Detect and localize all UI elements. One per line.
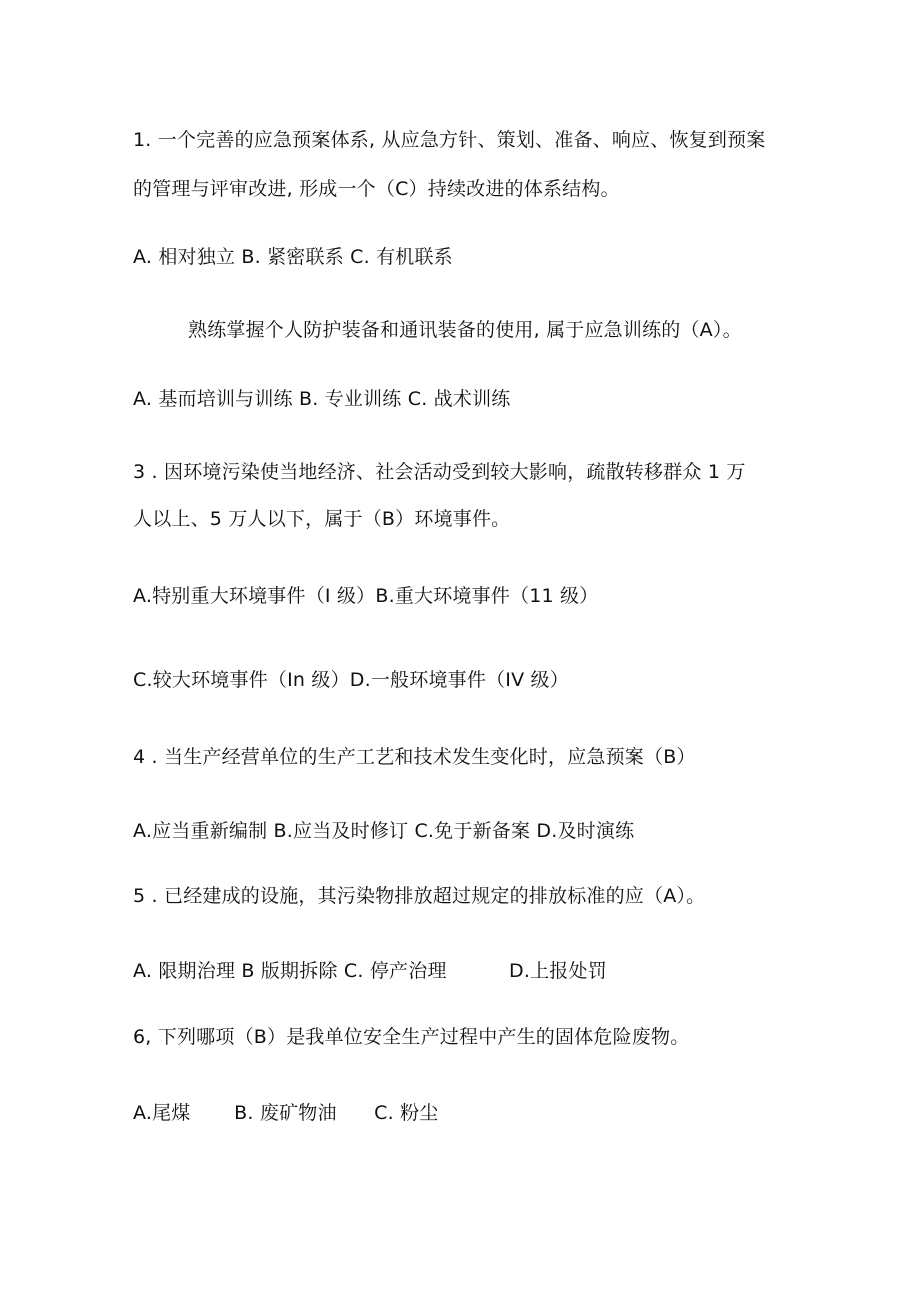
question-3-options-line-1: A.特别重大环境事件（I 级）B.重大环境事件（11 级） xyxy=(133,585,599,607)
question-2-text: 熟练掌握个人防护装备和通讯装备的使用, 属于应急训练的（A）。 xyxy=(188,319,742,341)
question-5-options: A. 限期治理 B 版期拆除 C. 停产治理 D.上报处罚 xyxy=(133,960,607,982)
question-2-options: A. 基而培训与训练 B. 专业训练 C. 战术训练 xyxy=(133,388,511,410)
question-1-text-line-2: 的管理与评审改进, 形成一个（C）持续改进的体系结构。 xyxy=(133,178,620,200)
question-4-options: A.应当重新编制 B.应当及时修订 C.免于新备案 D.及时演练 xyxy=(133,820,635,842)
question-5-text: 5 . 已经建成的设施，其污染物排放超过规定的排放标准的应（A）。 xyxy=(133,885,706,907)
question-6-text: 6, 下列哪项（B）是我单位安全生产过程中产生的固体危险废物。 xyxy=(133,1026,690,1048)
question-1-text-line-1: 1. 一个完善的应急预案体系, 从应急方针、策划、准备、响应、恢复到预案 xyxy=(133,129,766,151)
question-6-options: A.尾煤 B. 废矿物油 C. 粉尘 xyxy=(133,1102,439,1124)
question-1-options: A. 相对独立 B. 紧密联系 C. 有机联系 xyxy=(133,246,453,268)
question-3-options-line-2: C.较大环境事件（In 级）D.一般环境事件（IV 级） xyxy=(133,669,569,691)
question-3-text-line-1: 3 . 因环境污染使当地经济、社会活动受到较大影响，疏散转移群众 1 万 xyxy=(133,461,746,483)
question-4-text: 4 . 当生产经营单位的生产工艺和技术发生变化时，应急预案（B） xyxy=(133,746,696,768)
question-3-text-line-2: 人以上、5 万人以下，属于（B）环境事件。 xyxy=(133,508,511,530)
